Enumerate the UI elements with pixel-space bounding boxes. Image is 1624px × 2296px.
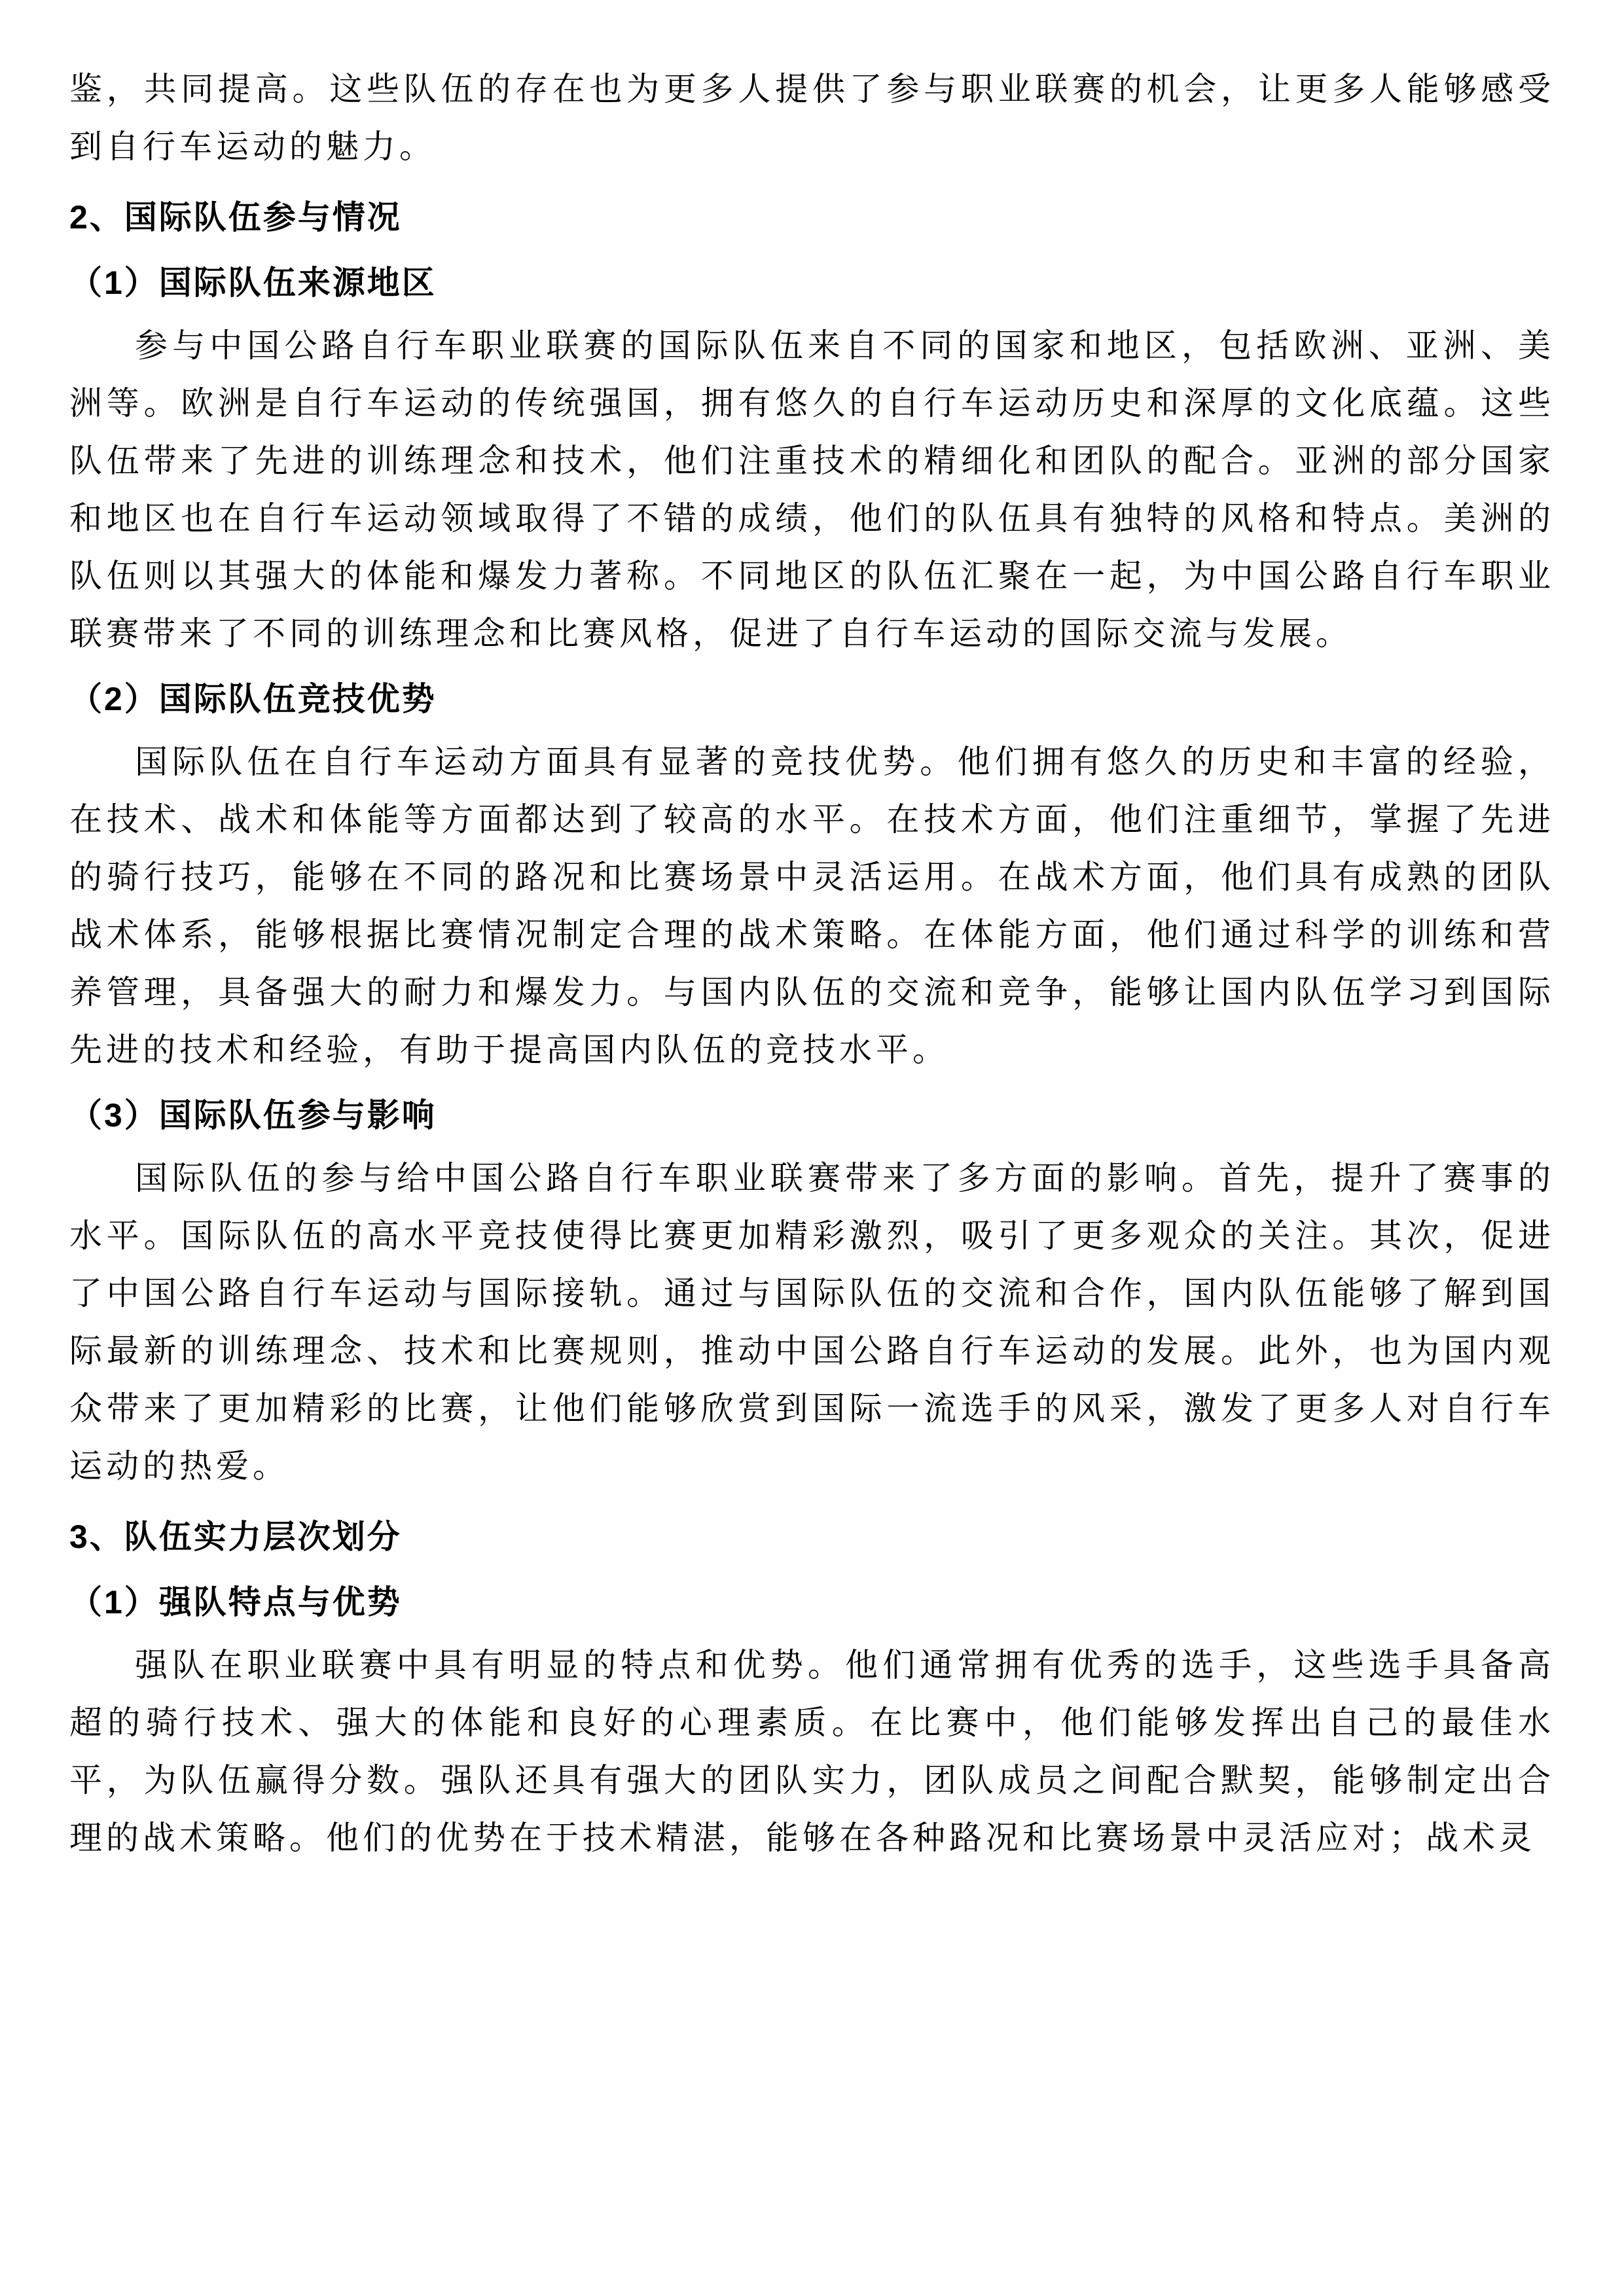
sub-heading: （1）国际队伍来源地区 [69,264,437,301]
sub-heading: （1）强队特点与优势 [69,1584,402,1621]
sub-heading: （2）国际队伍竞技优势 [69,681,437,717]
body-paragraph-continuation: 鉴，共同提高。这些队伍的存在也为更多人提供了参与职业联赛的机会，让更多人能够感受到自行车运动的魅力。 [69,71,1555,165]
body-paragraph: 国际队伍的参与给中国公路自行车职业联赛带来了多方面的影响。首先，提升了赛事的水平。国际队伍的高水平竞技使得比赛更加精彩激烈，吸引了更多观众的关注。其次，促进了中国公路自行车运动与国际接轨。通过与国际队伍的交流和合作，国内队伍能够了解到国际最新的训练理念、技术和比赛规则，推动中国公路自行车运动的发展。此外，也为国内观众带来了更加精彩的比赛，让他们能够欣赏到国际一流选手的风采，激发了更多人对自行车运动的热爱。 [69,1160,1555,1484]
section-heading: 2、国际队伍参与情况 [69,199,402,236]
body-paragraph: 参与中国公路自行车职业联赛的国际队伍来自不同的国家和地区，包括欧洲、亚洲、美洲等。欧洲是自行车运动的传统强国，拥有悠久的自行车运动历史和深厚的文化底蕴。这些队伍带来了先进的训练理念和技术，他们注重技术的精细化和团队的配合。亚洲的部分国家和地区也在自行车运动领域取得了不错的成绩，他们的队伍具有独特的风格和特点。美洲的队伍则以其强大的体能和爆发力著称。不同地区的队伍汇聚在一起，为中国公路自行车职业联赛带来了不同的训练理念和比赛风格，促进了自行车运动的国际交流与发展。 [69,327,1555,652]
document-body [69,60,1555,1867]
body-paragraph: 国际队伍在自行车运动方面具有显著的竞技优势。他们拥有悠久的历史和丰富的经验，在技术、战术和体能等方面都达到了较高的水平。在技术方面，他们注重细节，掌握了先进的骑行技巧，能够在不同的路况和比赛场景中灵活运用。在战术方面，他们具有成熟的团队战术体系，能够根据比赛情况制定合理的战术策略。在体能方面，他们通过科学的训练和营养管理，具备强大的耐力和爆发力。与国内队伍的交流和竞争，能够让国内队伍学习到国际先进的技术和经验，有助于提高国内队伍的竞技水平。 [69,744,1555,1068]
section-heading: 3、队伍实力层次划分 [69,1518,402,1555]
body-paragraph: 强队在职业联赛中具有明显的特点和优势。他们通常拥有优秀的选手，这些选手具备高超的骑行技术、强大的体能和良好的心理素质。在比赛中，他们能够发挥出自己的最佳水平，为队伍赢得分数。强队还具有强大的团队实力，团队成员之间配合默契，能够制定出合理的战术策略。他们的优势在于技术精湛，能够在各种路况和比赛场景中灵活应对；战术灵 [69,1647,1555,1856]
sub-heading: （3）国际队伍参与影响 [69,1097,437,1134]
